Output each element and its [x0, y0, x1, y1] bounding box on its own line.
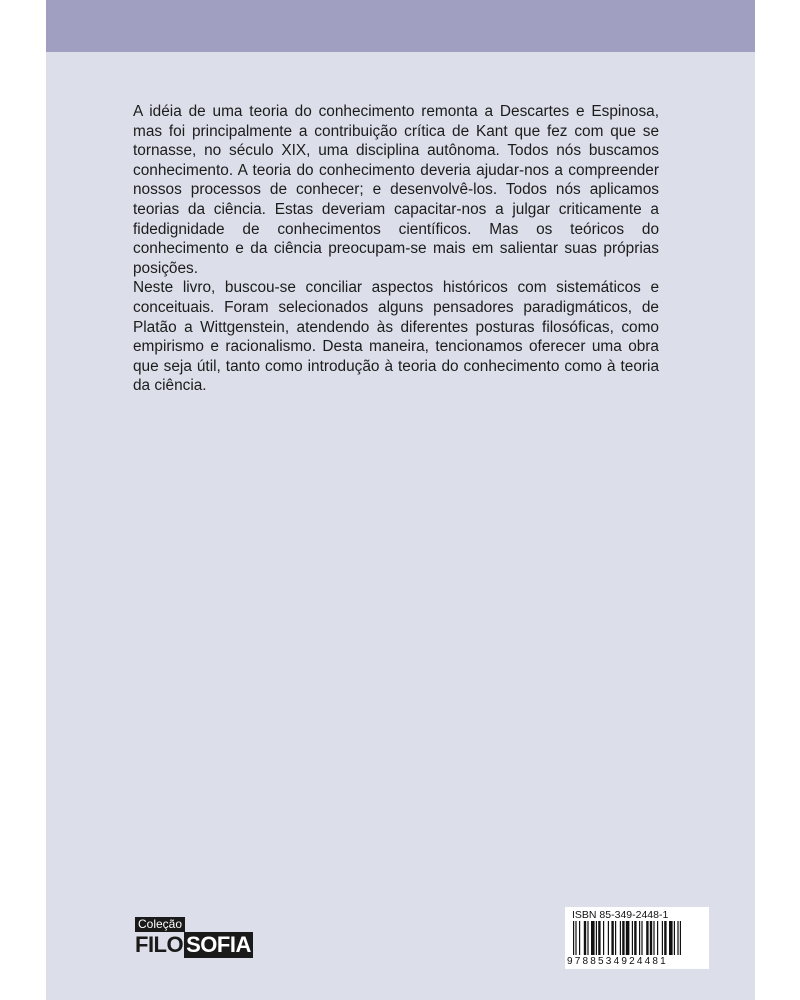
barcode-bar — [608, 921, 609, 955]
barcode-bar — [677, 921, 678, 955]
barcode-bar — [662, 921, 663, 955]
barcode-bar — [598, 921, 600, 955]
barcode-bar — [664, 921, 666, 955]
barcode-bar — [626, 921, 630, 955]
colecao-filosofia-logo — [135, 917, 265, 959]
barcode-bar — [641, 921, 642, 955]
barcode-bar — [615, 921, 616, 955]
barcode-bar — [596, 921, 597, 955]
barcode-bar — [622, 921, 624, 955]
barcode-bar — [591, 921, 595, 955]
barcode-bar — [603, 921, 604, 955]
barcode-bar — [620, 921, 621, 955]
barcode-bar — [646, 921, 648, 955]
barcode-bar — [634, 921, 636, 955]
barcode-bar — [584, 921, 586, 955]
barcode-bar — [669, 921, 673, 955]
blurb-paragraph-2: Neste livro, buscou-se conciliar aspectos históricos com sistemáticos e conceituais. Foram selecionados alguns pensadores paradigmáticos, de Platão a Wittgenstein, atendendo às diferentes posturas filosóficas, como empirismo e racionalismo. Desta maneira, tencionamos oferecer uma obra que seja útil, tanto como introdução à teoria do conhecimento como à teoria da ciência. — [133, 279, 659, 395]
barcode-bar — [639, 921, 640, 955]
top-color-band — [46, 0, 755, 52]
isbn-barcode-block — [565, 907, 709, 969]
logo-wordmark-part-2: SOFIA — [186, 932, 251, 957]
barcode-bar — [650, 921, 652, 955]
barcode-digits: 9788534924481 — [567, 956, 668, 967]
back-cover-blurb — [133, 102, 659, 396]
barcode-bar — [657, 921, 658, 955]
barcode-bar — [579, 921, 580, 955]
barcode-bar — [632, 921, 633, 955]
back-cover — [46, 0, 755, 1000]
barcode-bar — [575, 921, 576, 955]
barcode-bar — [611, 921, 613, 955]
logo-wordmark-part-1: FILO — [135, 932, 184, 957]
barcode-bar — [653, 921, 654, 955]
barcode-bar — [573, 921, 574, 955]
logo-colecao-label: Coleção — [135, 917, 185, 932]
blurb-paragraph-1: A idéia de uma teoria do conhecimento remonta a Descartes e Espinosa, mas foi principalmente a contribuição crítica de Kant que fez com que se tornasse, no século XIX, uma disciplina autônoma. Todos nós buscamos conhecimento. A teoria do conhecimento deveria ajudar-nos a compreender nossos processos de conhecer; e desenvolvê-los. Todos nós aplicamos teorias da ciência. Estas deveriam capacitar-nos a julgar criticamente a fidedignidade de conhecimentos científicos. Mas os teóricos do conhecimento e da ciência preocupam-se mais em salientar suas próprias posições. — [133, 103, 659, 277]
barcode-bar — [674, 921, 675, 955]
isbn-label: ISBN 85-349-2448-1 — [572, 909, 669, 921]
logo-wordmark — [135, 932, 253, 958]
barcode-bar — [680, 921, 681, 955]
barcode-bar — [587, 921, 588, 955]
barcode-image — [565, 921, 709, 957]
